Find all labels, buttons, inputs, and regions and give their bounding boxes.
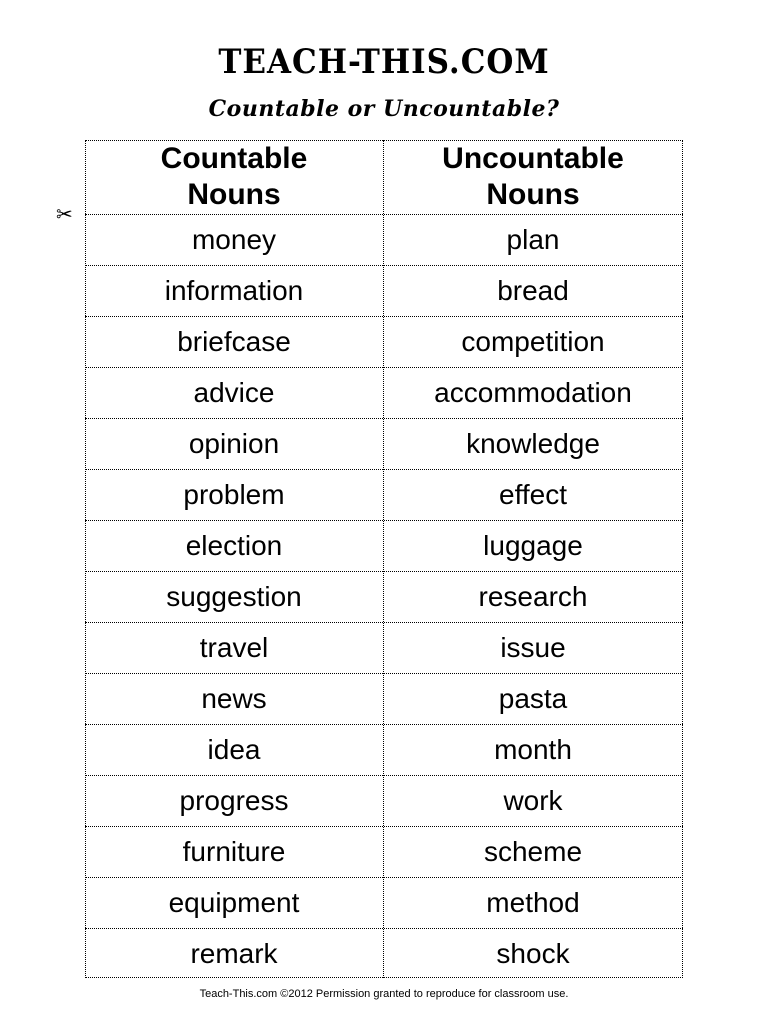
uncountable-noun-cell: plan — [506, 224, 560, 255]
uncountable-noun-cell: issue — [500, 632, 566, 663]
uncountable-noun-cell: method — [486, 887, 580, 918]
countable-noun-cell: information — [164, 275, 304, 306]
uncountable-noun-cell: research — [478, 581, 588, 612]
table-row — [85, 775, 683, 826]
scissors-icon: ✂ — [56, 202, 73, 226]
countable-noun-cell: equipment — [168, 887, 300, 918]
table-row — [85, 877, 683, 928]
uncountable-noun-cell: bread — [497, 275, 569, 306]
table-row — [85, 469, 683, 520]
countable-noun-cell: briefcase — [177, 326, 291, 357]
countable-noun-cell: suggestion — [166, 581, 302, 612]
countable-noun-cell: travel — [199, 632, 269, 663]
uncountable-noun-cell: effect — [499, 479, 567, 510]
header-countable-line1: Countable — [160, 142, 308, 175]
table-row — [85, 571, 683, 622]
uncountable-noun-cell: pasta — [498, 683, 568, 714]
countable-noun-cell: advice — [193, 377, 275, 408]
uncountable-noun-cell: knowledge — [466, 428, 600, 459]
table-row — [85, 316, 683, 367]
table-row — [85, 622, 683, 673]
header-uncountable-nouns — [383, 140, 683, 214]
uncountable-noun-cell: month — [494, 734, 572, 765]
table-header-row — [85, 140, 683, 214]
footer-copyright: Teach-This.com ©2012 Permission granted to reproduce for classroom use. — [199, 988, 569, 1000]
uncountable-noun-cell: shock — [496, 938, 570, 969]
table-row — [85, 418, 683, 469]
countable-noun-cell: money — [191, 224, 277, 255]
uncountable-noun-cell: luggage — [483, 530, 583, 561]
table-row — [85, 724, 683, 775]
table-row — [85, 673, 683, 724]
site-title: TEACH-THIS.COM — [218, 42, 550, 82]
table-row — [85, 826, 683, 877]
header-countable-nouns — [85, 140, 383, 214]
header-uncountable-line1: Uncountable — [442, 142, 624, 175]
countable-noun-cell: news — [201, 683, 267, 714]
uncountable-noun-cell: scheme — [483, 836, 583, 867]
countable-noun-cell: progress — [179, 785, 289, 816]
countable-noun-cell: idea — [207, 734, 261, 765]
table-row — [85, 265, 683, 316]
uncountable-noun-cell: competition — [461, 326, 605, 357]
table-row — [85, 520, 683, 571]
countable-noun-cell: remark — [190, 938, 278, 969]
header-countable-line2: Nouns — [187, 178, 281, 211]
countable-noun-cell: problem — [183, 479, 285, 510]
table-row — [85, 928, 683, 979]
countable-noun-cell: election — [185, 530, 283, 561]
countable-noun-cell: furniture — [182, 836, 286, 867]
header-uncountable-line2: Nouns — [486, 178, 580, 211]
table-row — [85, 367, 683, 418]
worksheet-subtitle: Countable or Uncountable? — [208, 96, 560, 122]
uncountable-noun-cell: accommodation — [434, 377, 632, 408]
table-row — [85, 214, 683, 265]
uncountable-noun-cell: work — [503, 785, 563, 816]
countable-noun-cell: opinion — [188, 428, 280, 459]
